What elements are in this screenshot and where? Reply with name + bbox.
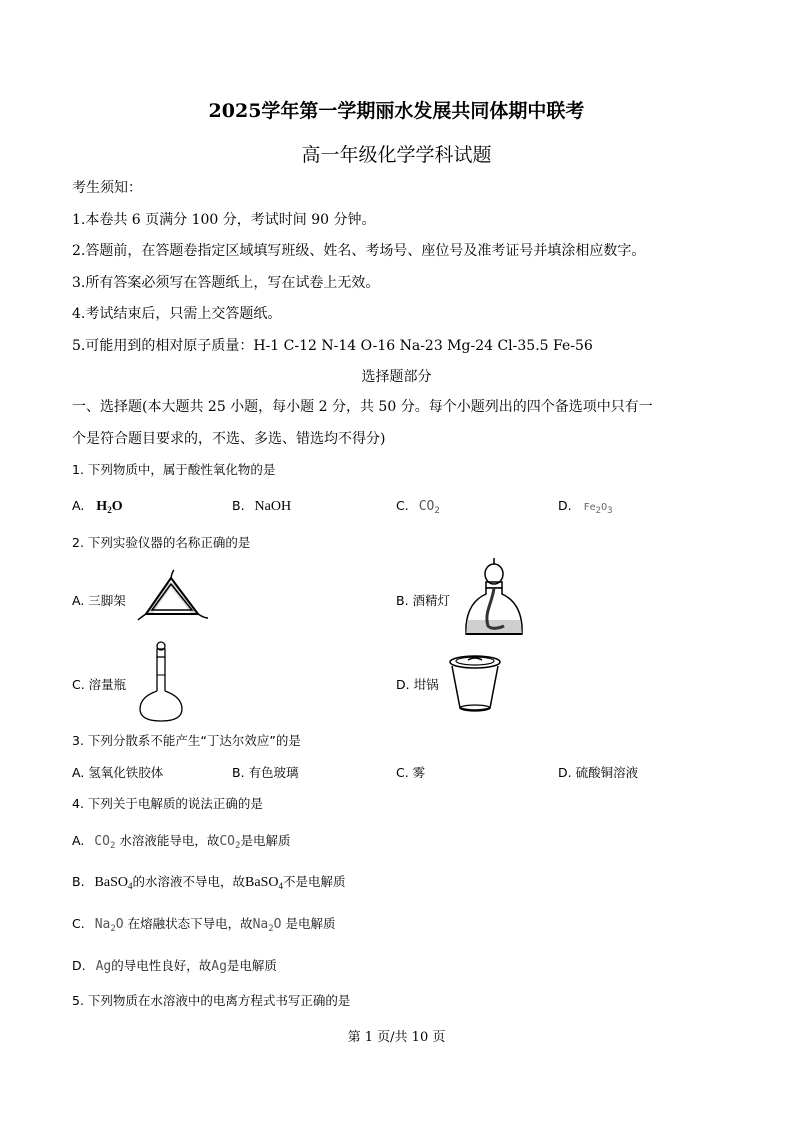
q1-option-d-label: D. bbox=[558, 498, 572, 513]
q4b-formula-baso4: BaSO$_4$ bbox=[94, 875, 133, 891]
exam-title: 2025学年第一学期丽水发展共同体期中联考 bbox=[208, 100, 585, 122]
q4-option-d-label: D. bbox=[72, 958, 86, 973]
q1-option-c-label: C. bbox=[396, 498, 409, 513]
q1-option-a-label: A. bbox=[72, 498, 85, 513]
crucible-image bbox=[448, 654, 502, 712]
q4a-text-2: 是电解质 bbox=[240, 833, 291, 848]
section-intro-line1: 一、选择题(本大题共 25 小题，每小题 2 分，共 50 分。每个小题列出的四个备选项中只有一 bbox=[72, 399, 653, 415]
q4c-formula-na2o-second: $Na_2O$ bbox=[252, 917, 282, 934]
q4b-text-2: 不是电解质 bbox=[282, 874, 346, 889]
q4d-formula-ag: Ag bbox=[95, 959, 112, 974]
q4-option-a bbox=[72, 831, 290, 851]
question-2-stem: 2. 下列实验仪器的名称正确的是 bbox=[72, 535, 251, 550]
q1-option-c bbox=[396, 498, 440, 516]
q3-option-b: B. 有色玻璃 bbox=[232, 765, 299, 780]
q4d-text-2: 是电解质 bbox=[226, 958, 277, 973]
notice-item-5: 5.可能用到的相对原子质量：H-1 C-12 N-14 O-16 Na-23 Mg-24 Cl-35.5 Fe-56 bbox=[72, 338, 593, 354]
notice-item-4: 4.考试结束后，只需上交答题纸。 bbox=[72, 306, 282, 322]
q3-option-a: A. 氢氧化铁胶体 bbox=[72, 765, 164, 780]
q4-option-b-label: B. bbox=[72, 874, 85, 889]
q3-option-d: D. 硫酸铜溶液 bbox=[558, 765, 639, 780]
section-intro-line2: 个是符合题目要求的，不选、多选、错选均不得分) bbox=[72, 431, 386, 447]
notice-item-3: 3.所有答案必须写在答题纸上，写在试卷上无效。 bbox=[72, 275, 380, 291]
q4a-text-1: 水溶液能导电，故 bbox=[115, 833, 220, 848]
q4c-text-1: 在熔融状态下导电，故 bbox=[123, 916, 253, 931]
q1-option-b-label: B. bbox=[232, 498, 245, 513]
q1-formula-co2: $CO_2$ bbox=[418, 499, 440, 516]
q1-option-d bbox=[558, 498, 613, 516]
question-3-stem: 3. 下列分散系不能产生“丁达尔效应”的是 bbox=[72, 733, 301, 748]
q4-option-d bbox=[72, 956, 277, 974]
question-5-stem: 5. 下列物质在水溶液中的电离方程式书写正确的是 bbox=[72, 993, 351, 1008]
question-4-stem: 4. 下列关于电解质的说法正确的是 bbox=[72, 796, 263, 811]
q1-formula-h2o: $H_2O$ bbox=[96, 499, 123, 515]
q4b-formula-baso4-second: BaSO$_4$ bbox=[245, 875, 283, 891]
q4-option-c-label: C. bbox=[72, 916, 85, 931]
notice-item-2: 2.答题前，在答题卷指定区域填写班级、姓名、考场号、座位号及准考证号并填涂相应数字。 bbox=[72, 243, 646, 259]
q4a-formula-co2: $CO_2$ bbox=[94, 834, 116, 851]
q4-option-c bbox=[72, 914, 335, 934]
q1-formula-naoh: NaOH bbox=[254, 499, 292, 514]
q4c-text-2: 是电解质 bbox=[281, 916, 336, 931]
tripod-triangle-image bbox=[138, 572, 208, 622]
notice-item-1: 1.本卷共 6 页满分 100 分，考试时间 90 分钟。 bbox=[72, 212, 376, 228]
q2-option-d: D. 坩锅 bbox=[396, 677, 439, 692]
q4d-text-1: 的导电性良好，故 bbox=[111, 958, 212, 973]
q4-option-a-label: A. bbox=[72, 833, 85, 848]
q4d-formula-ag-second: Ag bbox=[211, 959, 227, 974]
q1-option-b bbox=[232, 498, 291, 515]
q2-option-c: C. 溶量瓶 bbox=[72, 677, 127, 692]
q3-option-c: C. 雾 bbox=[396, 765, 426, 780]
page-footer: 第 1 页/共 10 页 bbox=[347, 1030, 446, 1045]
q4a-formula-co2-second: $CO_2$ bbox=[219, 834, 241, 851]
q1-option-a bbox=[72, 498, 123, 515]
q2-option-b: B. 酒精灯 bbox=[396, 593, 451, 608]
alcohol-lamp-image bbox=[462, 556, 526, 638]
notice-heading: 考生须知： bbox=[72, 180, 142, 196]
question-1-stem: 1. 下列物质中，属于酸性氧化物的是 bbox=[72, 462, 276, 477]
q4-option-b bbox=[72, 872, 345, 891]
q2-option-a: A. 三脚架 bbox=[72, 593, 126, 608]
volumetric-flask-image bbox=[138, 641, 184, 723]
exam-subtitle: 高一年级化学学科试题 bbox=[301, 144, 492, 166]
section-heading: 选择题部分 bbox=[361, 369, 432, 385]
q4c-formula-na2o: $Na_2O$ bbox=[94, 917, 124, 934]
q1-formula-fe2o3: $Fe_2O_3$ bbox=[583, 502, 613, 516]
q4b-text-1: 的水溶液不导电，故 bbox=[132, 874, 246, 889]
